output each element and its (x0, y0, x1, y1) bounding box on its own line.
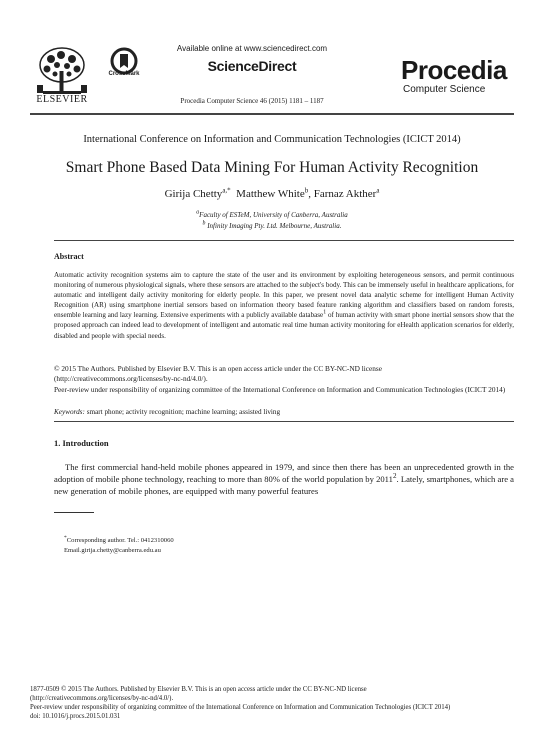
footnote-text: Corresponding author. Tel.: 0412310060 (66, 537, 174, 544)
footer-doi[interactable]: doi: 10.1016/j.procs.2015.01.031 (30, 713, 121, 720)
affiliation-text: Infinity Imaging Pty. Ltd. Melbourne, Australia. (207, 222, 342, 230)
affiliation (30, 222, 514, 230)
header-rule (30, 113, 514, 115)
journal-logo-subtitle: Computer Science (403, 84, 486, 95)
affiliation-mark: a (196, 209, 200, 216)
author-name: Girija Chetty (164, 188, 223, 200)
footnote-mark: * (64, 534, 67, 541)
author-list: Girija Chetty$^{a,*}$ Matthew White$^b$, Farnaz Akther$^a$ (164, 186, 380, 200)
citation-mark: 1 (323, 310, 327, 317)
footnote-rule (54, 512, 94, 513)
intro-text-part: The first commercial hand-held mobile phones appeared in 1979, and since then there has been an unprecedented growth in the adoption of mobile phone technology, reaching to more than 80% of the world population by 2011 (54, 462, 514, 485)
author-name: Matthew White (236, 188, 305, 200)
citation-mark: 2 (392, 472, 397, 481)
abstract-text-part: of human activity with smart phone inertial sensors show that the proposed approach can indeed lead to development of intelligent and automatic real time human activity monitoring for eHealth application scenarios for elderly, disabled and people with special needs. (54, 311, 515, 340)
footer-peer-review: Peer-review under responsibility of organizing committee of the International Conference on Information and Communication Technologies (ICICT 2014) (30, 704, 451, 711)
keywords (54, 408, 514, 416)
license-link[interactable]: (http://creativecommons.org/licenses/by-nc-nd/4.0/). (54, 374, 208, 383)
available-online-link[interactable]: Available online at www.sciencedirect.com (176, 44, 328, 53)
footnote-line (64, 534, 364, 544)
footnote-email: Email.girija.chetty@canberra.edu.au (64, 547, 161, 554)
conference-name: International Conference on Information and Communication Technologies (ICICT 2014) (83, 134, 461, 145)
abstract-heading: Abstract (54, 252, 84, 261)
peer-review-statement: Peer-review under responsibility of organizing committee of the International Conference on Information and Communication Technologies (ICICT 2014) (54, 385, 506, 394)
affiliation-mark: b (202, 220, 206, 227)
publisher-logo-text: ELSEVIER (36, 94, 88, 105)
introduction-text (54, 461, 514, 498)
abstract-text (54, 270, 514, 341)
author-mark: a,* (222, 186, 231, 195)
abstract-text-part: Automatic activity recognition systems aim to capture the state of the user and its environment by exploiting heterogeneous sensors, and permit continuous monitoring of numerous physiological signals, where these sensors are attached to the subject's body. This can be immensely useful in healthcare applications, for automatic and intelligent daily activity monitoring for elderly people. In this paper, we present novel data analytic scheme for intelligent Human Activity Recognition (AR) using smartphone inertial sensors based on information theory based feature ranking algorithm and classifiers based on random forests, ensemble learning and lazy learning. Extensive experiments with a publicly available database (54, 271, 514, 320)
sciencedirect-brand: ScienceDirect (207, 58, 297, 74)
copyright-line: © 2015 The Authors. Published by Elsevier B.V. This is an open access article under the CC BY-NC-ND license (54, 364, 382, 373)
footer-copyright: 1877-0509 © 2015 The Authors. Published by Elsevier B.V. This is an open access article under the CC BY-NC-ND license (30, 686, 367, 693)
author-mark: a (376, 186, 380, 195)
abstract-top-rule (54, 240, 514, 241)
intro-text-part: . Lately, smartphones, which are a new generation of mobile phones, are equipped with many powerful features (54, 474, 515, 497)
journal-logo-title: Procedia (401, 55, 507, 85)
author-name: Farnaz Akther (313, 188, 377, 200)
affiliation (30, 211, 514, 219)
keywords-label: Keywords: (54, 408, 85, 416)
keywords-list: smart phone; activity recognition; machine learning; assisted living (86, 408, 281, 416)
author-mark: b (304, 186, 309, 195)
paper-title: Smart Phone Based Data Mining For Human Activity Recognition (65, 159, 479, 176)
section-heading: 1. Introduction (54, 438, 109, 448)
journal-reference: Procedia Computer Science 46 (2015) 1181 – 1187 (180, 97, 324, 105)
abstract-bottom-rule (54, 421, 514, 422)
footer-license-link[interactable]: (http://creativecommons.org/licenses/by-nc-nd/4.0/). (30, 695, 174, 702)
affiliation-text: Faculty of ESTeM, University of Canberra, Australia (199, 211, 348, 219)
crossmark-label: CrossMark (108, 71, 140, 77)
